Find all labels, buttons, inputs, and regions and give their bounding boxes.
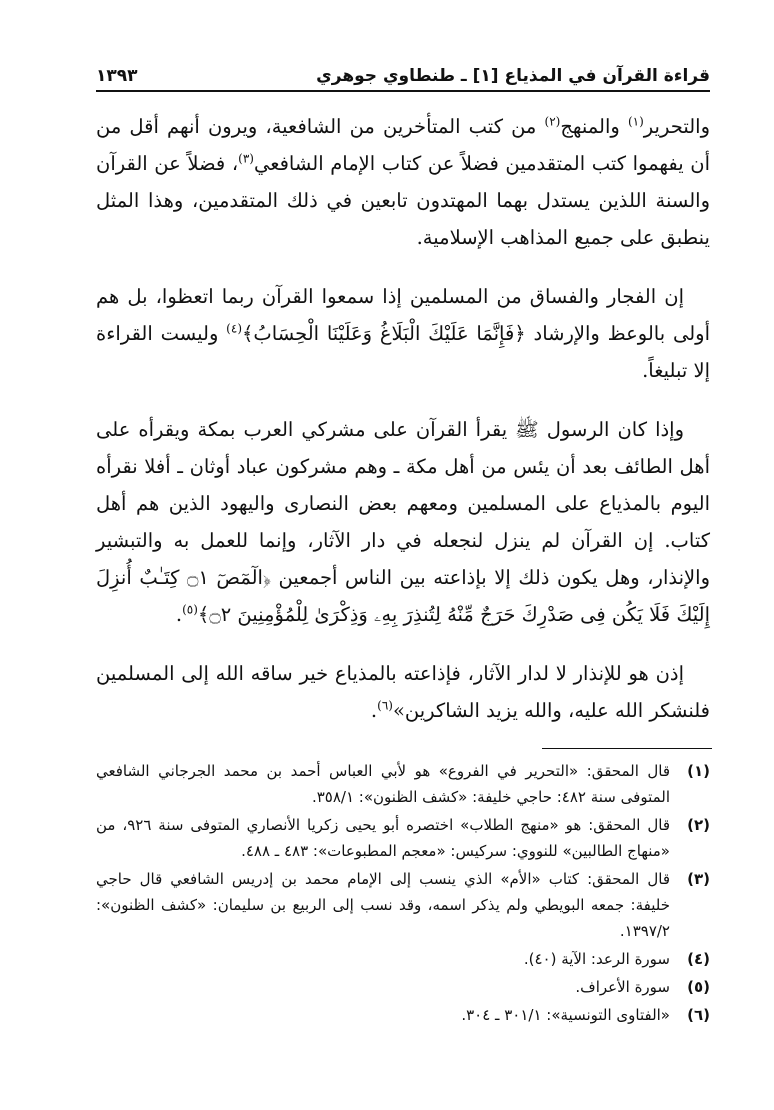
quran-verse: ﴿فَإِنَّمَا عَلَيْكَ الْبَلَاغُ وَعَلَيْنَا الْحِسَابُ﴾ <box>242 322 526 345</box>
paragraph-2 <box>96 278 710 389</box>
footnote-number: (٦) <box>687 1006 710 1024</box>
text-run: والتحرير <box>643 115 710 138</box>
footnote-item <box>96 866 710 944</box>
footnote-text: «الفتاوى التونسية»: ٣٠١/١ ـ ٣٠٤. <box>461 1006 670 1024</box>
footnote-number: (٢) <box>687 816 710 834</box>
paragraph-1 <box>96 108 710 256</box>
footnote-item <box>96 1002 710 1028</box>
text-run: وليست القراءة إلا تبليغاً. <box>96 322 710 382</box>
footnote-item <box>96 974 710 1000</box>
main-text <box>96 108 710 751</box>
text-run: إذن هو للإنذار لا لدار الآثار، فإذاعته بالمذياع خير ساقه الله إلى المسلمين فلنشكر الله عليه، والله يزيد الشاكرين» <box>96 662 710 722</box>
footnotes <box>96 758 710 1030</box>
footnote-text: سورة الرعد: الآية (٤٠). <box>523 950 670 968</box>
text-run: ، فضلاً عن القرآن والسنة اللذين يستدل بهما المهتدون تابعين في ذلك المتقدمين، وهذا المثل ينطبق على جميع المذاهب الإسلامية. <box>96 152 710 249</box>
footnote-text: قال المحقق: «التحرير في الفروع» هو لأبي العباس أحمد بن محمد الجرجاني الشافعي المتوفى سنة ٤٨٢: حاجي خليفة: «كشف الظنون»: ٣٥٨/١. <box>96 762 670 806</box>
paragraph-3 <box>96 411 710 633</box>
text-run: وإذا كان الرسول ﷺ يقرأ القرآن على مشركي العرب بمكة ويقرأه على أهل الطائف بعد أن يئس من أهل مكة ـ وهم مشركون عباد أوثان ـ أفلا نقرأه اليوم بالمذياع على المسلمين ومعهم بعض النصارى واليهود الذين هم أهل كتاب. إن القرآن لم ينزل لنجعله في دار الآثار، وإنما للعمل به والتبشير والإنذار، وهل يكون ذلك إلا بإذاعته بين الناس أجمعين <box>96 418 710 589</box>
footnote-ref-6: (٦) <box>377 698 393 713</box>
text-run: . <box>370 699 378 722</box>
footnote-ref-1: (١) <box>627 114 644 129</box>
footnote-text: قال المحقق: كتاب «الأم» الذي ينسب إلى الإمام محمد بن إدريس الشافعي قال حاجي خليفة: جمعه البويطي ولم يذكر اسمه، وقد نسب إلى الربيع بن سليمان: «كشف الظنون»: ١٣٩٧/٢. <box>96 870 670 940</box>
text-run: والمنهج <box>560 115 628 138</box>
footnote-number: (٥) <box>687 978 710 996</box>
footnote-item <box>96 758 710 810</box>
quran-verse: ﴿الٓمٓصٓ ۝١ كِتَـٰبٌ أُنزِلَ إِلَيْكَ فَلَا يَكُن فِى صَدْرِكَ حَرَجٌ مِّنْهُ لِتُنذِرَ بِهِۦ وَذِكْرَىٰ لِلْمُؤْمِنِينَ ۝٢﴾ <box>96 566 710 626</box>
footnote-number: (١) <box>687 762 710 780</box>
footnote-ref-4: (٤) <box>226 321 242 336</box>
footnote-text: قال المحقق: هو «منهج الطلاب» اختصره أبو يحيى زكريا الأنصاري المتوفى سنة ٩٢٦، من «منهاج الطالبين» للنووي: سركيس: «معجم المطبوعات»: ٤٨٣ ـ ٤٨٨. <box>96 816 670 860</box>
paragraph-4 <box>96 655 710 729</box>
running-header-title: قراءة القرآن في المذياع [١] ـ طنطاوي جوهري <box>316 66 710 86</box>
footnote-text: سورة الأعراف. <box>575 978 670 996</box>
footnote-number: (٤) <box>687 950 710 968</box>
footnote-ref-3: (٣) <box>238 151 254 166</box>
footnote-item <box>96 812 710 864</box>
footnote-number: (٣) <box>687 870 710 888</box>
text-run: إن الفجار والفساق من المسلمين إذا سمعوا القرآن ربما اتعظوا، بل هم أولى بالوعظ والإرشاد <box>96 285 710 345</box>
page-number: ١٣٩٣ <box>96 66 138 86</box>
footnote-divider <box>542 748 712 749</box>
running-header <box>96 58 710 92</box>
footnote-ref-5: (٥) <box>182 602 198 617</box>
footnote-item <box>96 946 710 972</box>
text-run: من كتب المتأخرين من الشافعية، ويرون أنهم أقل من أن يفهموا كتب المتقدمين فضلاً عن كتاب الإمام الشافعي <box>96 115 710 175</box>
footnote-ref-2: (٢) <box>544 114 561 129</box>
text-run: . <box>175 603 183 626</box>
